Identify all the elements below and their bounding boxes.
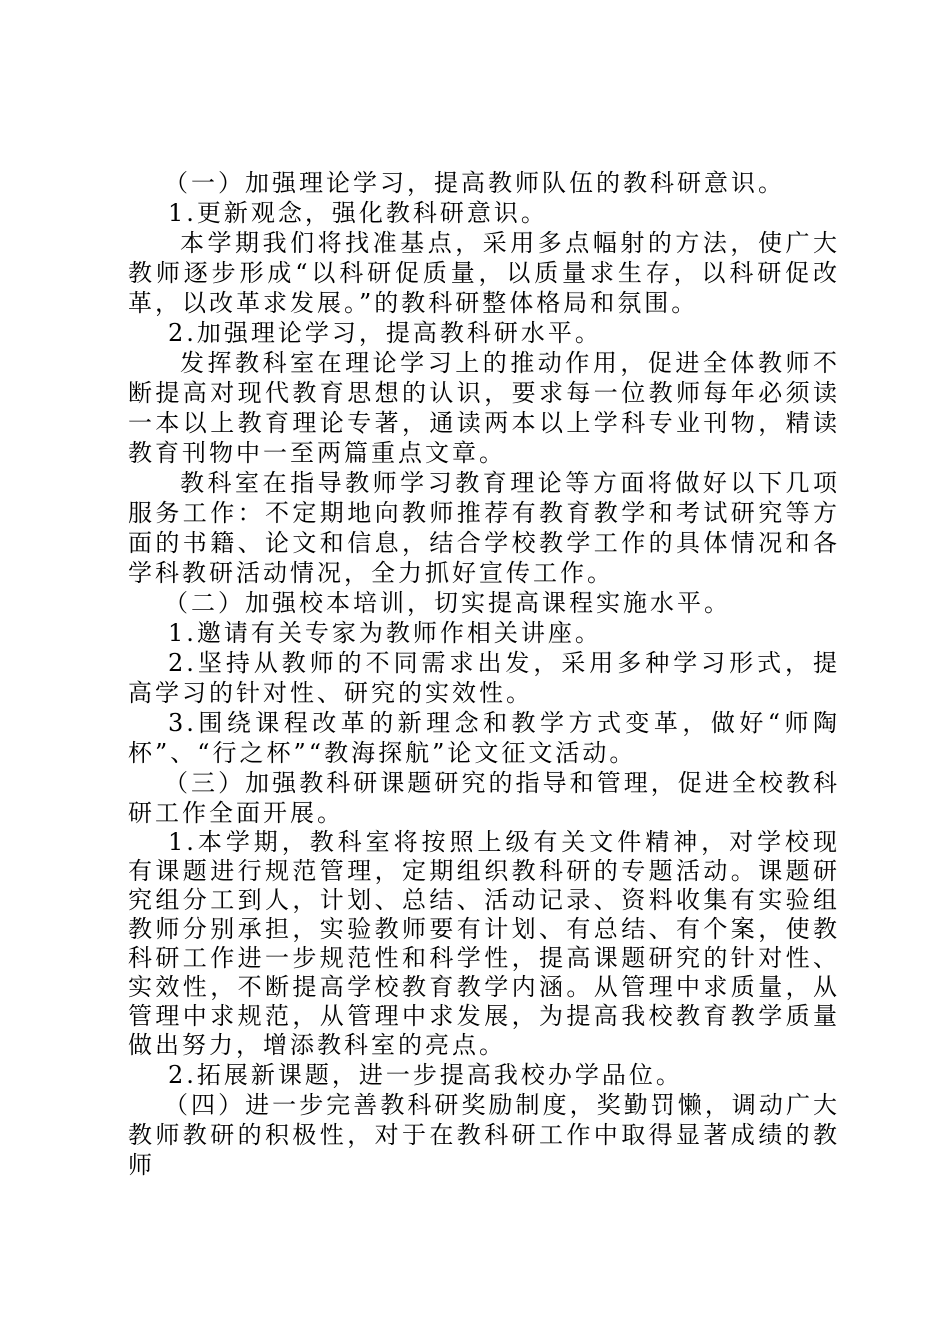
- paragraph-1-1: 本学期我们将找准基点，采用多点幅射的方法，使广大教师逐步形成“以科研促质量，以质量求生存，以科研促改革，以改革求发展。”的教科研整体格局和氛围。: [128, 229, 840, 317]
- subheading-1-2: 2.加强理论学习，提高教科研水平。: [168, 319, 602, 347]
- list-item-2-3: 3.围绕课程改革的新理念和教学方式变革，做好“师陶杯”、“行之杯”“教海探航”论文征文活动。: [128, 709, 840, 767]
- list-item-3-2: 2.拓展新课题，进一步提高我校办学品位。: [168, 1061, 683, 1089]
- paragraph-1-2: 发挥教科室在理论学习上的推动作用，促进全体教师不断提高对现代教育思想的认识，要求每一位教师每年必须读一本以上教育理论专著，通读两本以上学科专业刊物，精读教育刊物中一至两篇重点文章。: [128, 349, 840, 467]
- section-heading-3: （三）加强教科研课题研究的指导和管理，促进全校教科研工作全面开展。: [128, 769, 840, 827]
- list-item-2-2: 2.坚持从教师的不同需求出发，采用多种学习形式，提高学习的针对性、研究的实效性。: [128, 649, 840, 707]
- section-heading-2: （二）加强校本培训，切实提高课程实施水平。: [164, 589, 731, 617]
- list-item-2-1: 1.邀请有关专家为教师作相关讲座。: [168, 619, 602, 647]
- paragraph-1-3: 教科室在指导教师学习教育理论等方面将做好以下几项服务工作：不定期地向教师推荐有教育教学和考试研究等方面的书籍、论文和信息，结合学校教学工作的具体情况和各学科教研活动情况，全力抓好宣传工作。: [128, 469, 840, 587]
- document-body: [128, 168, 840, 1180]
- subheading-1-1: 1.更新观念，强化教科研意识。: [168, 199, 548, 227]
- list-item-3-1: 1.本学期，教科室将按照上级有关文件精神，对学校现有课题进行规范管理，定期组织教科研的专题活动。课题研究组分工到人，计划、总结、活动记录、资料收集有实验组教师分别承担，实验教师要有计划、有总结、有个案，使教科研工作进一步规范性和科学性，提高课题研究的针对性、实效性，不断提高学校教育教学内涵。从管理中求质量，从管理中求规范，从管理中求发展，为提高我校教育教学质量做出努力，增添教科室的亮点。: [128, 828, 840, 1059]
- section-heading-4: （四）进一步完善教科研奖励制度，奖勤罚懒，调动广大教师教研的积极性，对于在教科研工作中取得显著成绩的教师: [128, 1091, 840, 1179]
- section-heading-1: （一）加强理论学习，提高教师队伍的教科研意识。: [164, 169, 785, 197]
